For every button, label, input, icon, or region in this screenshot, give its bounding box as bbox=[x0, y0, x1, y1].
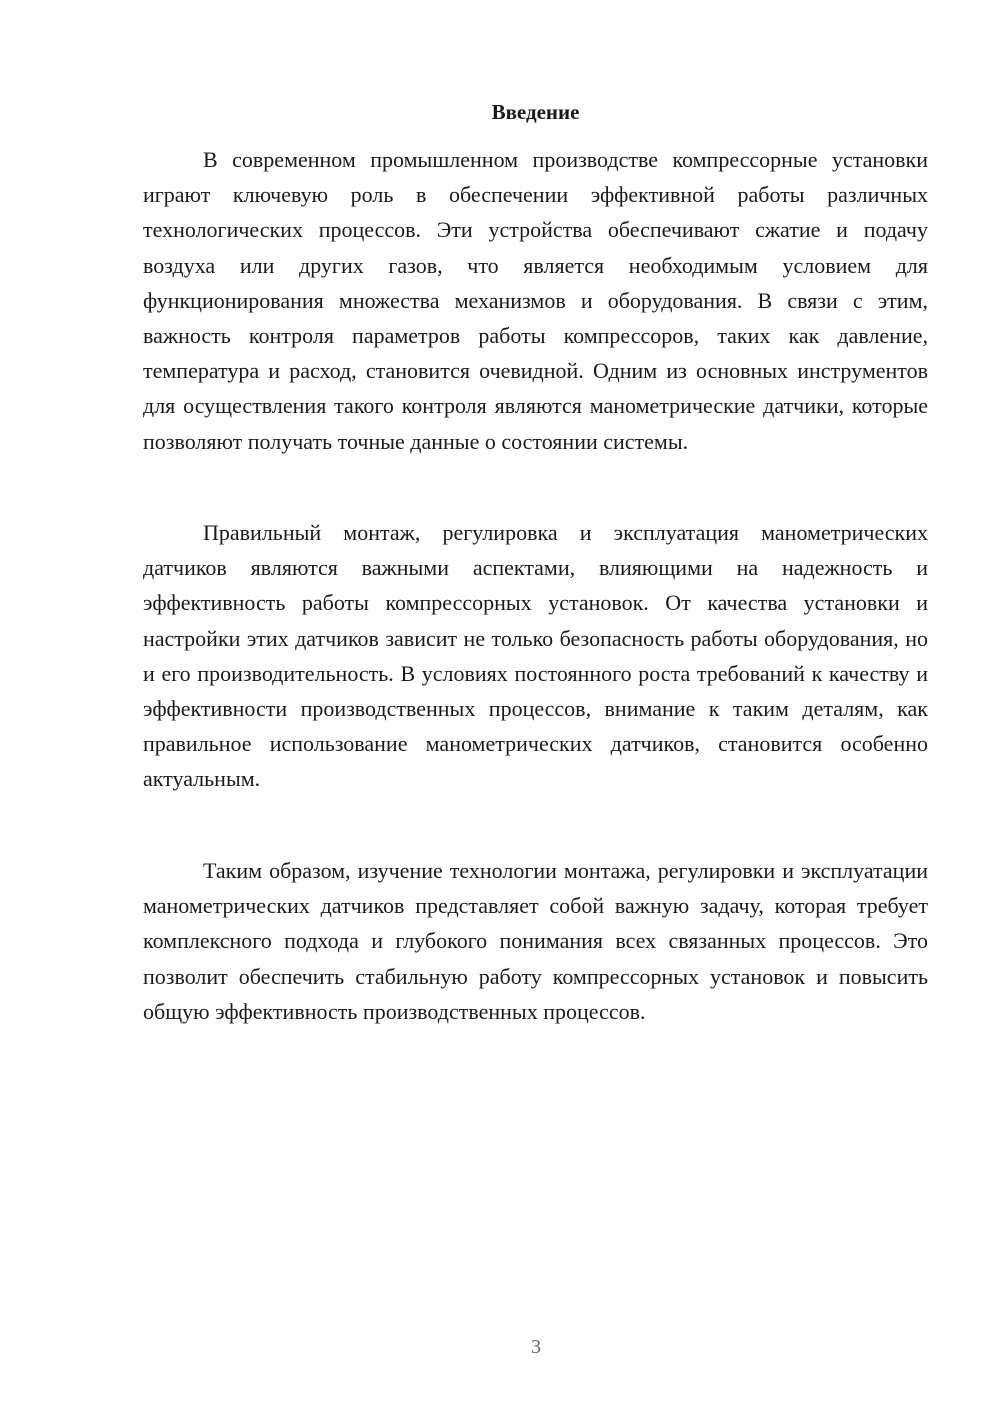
paragraph-1: В современном промышленном производстве компрессорные установки играют ключевую роль в обеспечении эффективной работы различных технологических процессов. Эти устройства обеспечивают сжатие и подачу воздуха или других газов, что является необходимым условием для функционирования множества механизмов и оборудования. В связи с этим, важность контроля параметров работы компрессоров, таких как давление, температура и расход, становится очевидной. Одним из основных инструментов для осуществления такого контроля являются манометрические датчики, которые позволяют получать точные данные о состоянии системы. bbox=[143, 147, 928, 454]
paragraph-2: Правильный монтаж, регулировка и эксплуатация манометрических датчиков являются важными аспектами, влияющими на надежность и эффективность работы компрессорных установок. От качества установки и настройки этих датчиков зависит не только безопасность работы оборудования, но и его производительность. В условиях постоянного роста требований к качеству и эффективности производственных процессов, внимание к таким деталям, как правильное использование манометрических датчиков, становится особенно актуальным. bbox=[143, 520, 928, 792]
page-number: 3 bbox=[531, 1336, 541, 1358]
section-heading: Введение bbox=[491, 100, 580, 124]
paragraph-3: Таким образом, изучение технологии монтажа, регулировки и эксплуатации манометрических датчиков представляет собой важную задачу, которая требует комплексного подхода и глубокого понимания всех связанных процессов. Это позволит обеспечить стабильную работу компрессорных установок и повысить общую эффективность производственных процессов. bbox=[143, 858, 928, 1024]
